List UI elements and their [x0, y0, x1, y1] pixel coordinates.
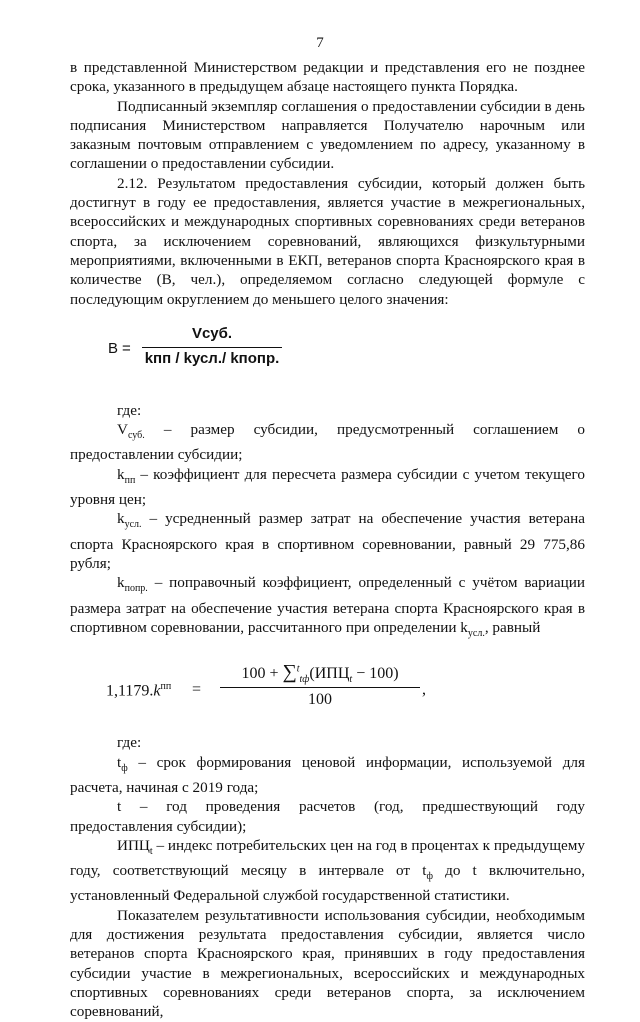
- definition-t-f: $t_ф$ – срок формирования ценовой информации, используемой для расчета, начиная с 2019 года;: [70, 753, 585, 796]
- definition-k-usl: $k_{усл.}$ – усредненный размер затрат на обеспечение участия ветерана спорта Красноярского края в спортивном соревновании, равный 29 775,86 рубля;: [70, 510, 585, 573]
- paragraph-continuation: в представленной Министерством редакции и представления его не позднее срока, указанного в предыдущем абзаце настоящего пункта Порядка.: [70, 59, 585, 96]
- document-body: [70, 58, 585, 1022]
- definition-ipc: $ИПЦ_t$ – индекс потребительских цен на год в процентах к предыдущему году, соответствующий месяцу в интервале от $t_ф$ до t включительно, установленный Федеральной службой государственной статистики.: [70, 836, 585, 905]
- page-number: 7: [316, 35, 324, 51]
- paragraph-2-12-result: 2.12. Результатом предоставления субсидии, который должен быть достигнут в году ее предоставления, является участие в межрегиональных, всероссийских и международных спортивных соревнованиях среди ветеранов спорта, за исключением соревнований, являющихся физкультурными мероприятиями, включенными в ЕКП, ветеранов спорта Красноярского края в количестве (В, чел.), определяемом согласно следующей формуле с последующим округлением до меньшего целого значения:: [70, 174, 585, 308]
- formula1-fraction-bar: [142, 347, 282, 348]
- paragraph-signed-copy: Подписанный экземпляр соглашения о предоставлении субсидии в день подписания Министерством направляется Получателю нарочным или заказным почтовым отправлением с уведомлением по адресу, указанному в соглашении о предоставлении субсидии.: [70, 97, 585, 173]
- definition-t: t – год проведения расчетов (год, предшествующий году предоставления субсидии);: [70, 798, 585, 835]
- paragraph-performance-indicator: Показателем результативности использования субсидии, необходимым для достижения результата предоставления субсидии, является число ветеранов спорта Красноярского края, принявших в году предоставления субсидии участие в межрегиональных, всероссийских и международных спортивных соревнованиях среди ветеранов спорта, за исключением соревнований,: [70, 906, 585, 1021]
- definition-k-popr: $k_{попр.}$ – поправочный коэффициент, определенный с учётом вариации размера затрат на обеспечение участия ветерана спорта Красноярского края в спортивном соревновании, рассчитанного при определении $k_{усл.}$, равный: [70, 574, 585, 639]
- formula2-lhs: $1,1179.k^{пп}$: [106, 681, 172, 700]
- formula1-denominator: kпп / kусл./ kпопр.: [144, 349, 280, 367]
- definition-k-pp: $k_{пп}$ – коэффициент для пересчета размера субсидии с учетом текущего уровня цен;: [70, 465, 585, 509]
- where-label-2: где:: [117, 734, 142, 752]
- formula1-lhs: В: [108, 339, 119, 357]
- formula2-numerator: $100 + \sum^t_{tф}(ИПЦ_t - 100)$: [241, 661, 399, 686]
- formula2-denominator: 100: [308, 691, 332, 709]
- definition-v-sub: $V_{суб.}$ – размер субсидии, предусмотренный соглашением о предоставлении субсидии;: [70, 421, 585, 464]
- formula-veterans-count: [70, 317, 585, 377]
- formula1-numerator: Vсуб.: [191, 324, 233, 342]
- formula-k-pp: [70, 661, 585, 721]
- formula2-comma: ,: [422, 681, 426, 699]
- where-label: где:: [117, 401, 142, 419]
- formula1-equals: =: [122, 339, 131, 357]
- formula2-fraction-bar: [220, 687, 420, 688]
- formula2-equals: =: [192, 681, 202, 699]
